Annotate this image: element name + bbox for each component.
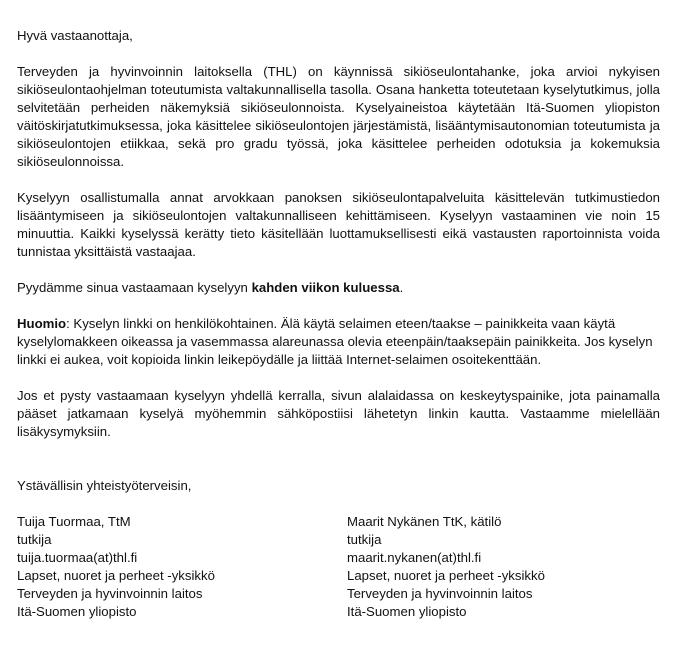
signatory-left [17,513,347,621]
signatory-university: Itä-Suomen yliopisto [347,604,467,619]
deadline-emphasis: kahden viikon kuluessa [251,280,400,295]
signatory-unit: Lapset, nuoret ja perheet -yksikkö [347,568,545,583]
signatory-name: Tuija Tuormaa, TtM [17,514,131,529]
signature-block [17,513,677,621]
signatory-email: maarit.nykanen(at)thl.fi [347,550,482,565]
signatory-org: Terveyden ja hyvinvoinnin laitos [347,586,533,601]
closing: Ystävällisin yhteistyöterveisin, [17,478,192,493]
note-text: : Kyselyn linkki on henkilökohtainen. Älä käytä selaimen eteen/taakse – painikkeita vaan käytä kyselylomakkeen oikeassa ja vasemmassa alareunassa olevia eteenpäin/taaksepäin painikkeita. Jos kyselyn linkki ei aukea, voit kopioida linkin leikepöydälle ja liittää Internet-selaimen osoitekenttään. [17,316,653,367]
signatory-role: tutkija [347,532,382,547]
greeting: Hyvä vastaanottaja, [17,28,133,43]
letter-body [17,27,660,495]
signatory-right [347,513,677,621]
deadline-end: . [399,280,404,295]
signatory-university: Itä-Suomen yliopisto [17,604,137,619]
signatory-email: tuija.tuormaa(at)thl.fi [17,550,138,565]
signatory-unit: Lapset, nuoret ja perheet -yksikkö [17,568,215,583]
deadline-text: Pyydämme sinua vastaamaan kyselyyn [17,280,252,295]
signatory-org: Terveyden ja hyvinvoinnin laitos [17,586,203,601]
signatory-role: tutkija [17,532,52,547]
paragraph-interrupt: Jos et pysty vastaamaan kyselyyn yhdellä kerralla, sivun alalaidassa on keskeytyspainike, jota painamalla pääset jatkamaan kyselyä myöhemmin sähköpostiisi lähetetyn linkin kautta. Vastaamme mielellään lisäkysymyksiin. [17,388,660,439]
paragraph-participation: Kyselyyn osallistumalla annat arvokkaan panoksen sikiöseulontapalveluita käsittelevän tutkimustiedon lisääntymiseen ja sikiöseulontojen valtakunnalliseen kehittämiseen. Kyselyyn vastaaminen vie noin 15 minuuttia. Kaikki kyselyssä kerätty tieto käsitellään luottamuksellisesti eikä vastausten raportoinnista voida tunnistaa yksittäistä vastaajaa. [17,190,660,259]
signatory-name: Maarit Nykänen TtK, kätilö [347,514,502,529]
paragraph-project-intro: Terveyden ja hyvinvoinnin laitoksella (THL) on käynnissä sikiöseulontahanke, joka arvioi nykyisen sikiöseulontaohjelman toteutumista valtakunnallisella tasolla. Osana hanketta toteutetaan kyselytutkimus, jolla selvitetään perheiden näkemyksiä sikiöseulonnoista. Kyselyaineistoa käytetään Itä-Suomen yliopiston väitöskirjatutkimuksessa, joka käsittelee sikiöseulontojen järjestämistä, lisääntymisautonomian toteutumista ja sikiöseulontojen etiikkaa, sekä pro gradu työssä, joka käsittelee perheiden odotuksia ja kokemuksia sikiöseulonnoissa. [17,64,660,169]
paragraph-note [17,315,660,369]
note-label: Huomio [17,316,67,331]
paragraph-deadline [17,279,660,297]
